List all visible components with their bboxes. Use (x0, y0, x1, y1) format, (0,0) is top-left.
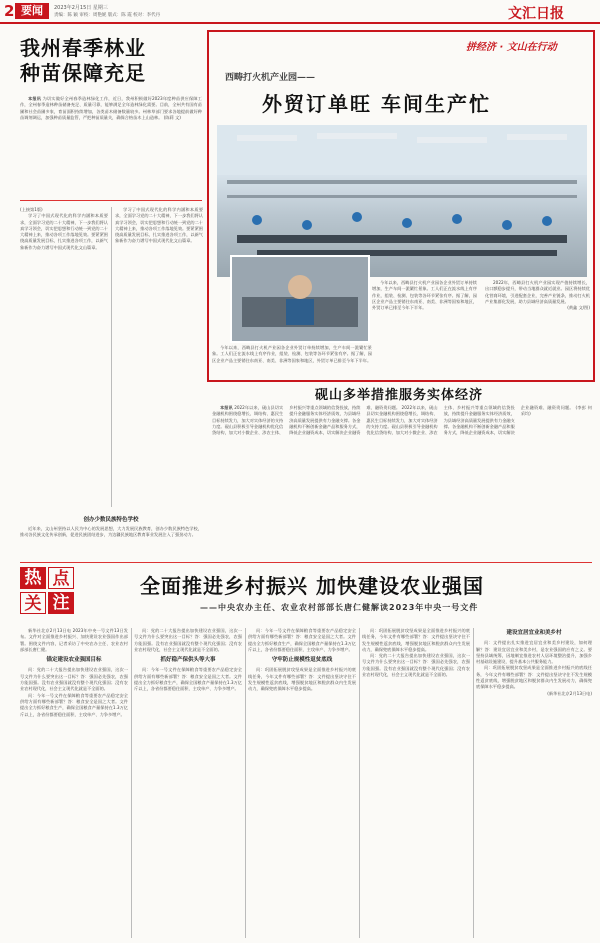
interview-text-2: 问：今年一号文件在保障粮食等重要农产品稳定安全供给方面有哪些新部署？答：粮食安全是国之大者。文件提出全力抓好粮食生产，确保全国粮食产量保持在1.3万亿斤以上，各省份都要稳住面积、主攻单产、力争多增产。 (134, 667, 242, 692)
left-headline (20, 36, 205, 86)
feature-body-text-a: 今年以来，西畴县打火机产业园各企业外贸订单持续增加，生产车间一派繁忙景象。工人们正在流水线上有序作业，组装、检测、包装等各环节紧张有序。据了解，园区企业产品主要销往东南亚、南美、非洲等国家和地区，外贸订单已排至今年下半年。 (372, 280, 477, 311)
rural-story-title: 砚山多举措推服务实体经济 (315, 388, 484, 403)
interview-column-1 (20, 628, 128, 938)
interview-column-3 (248, 628, 356, 938)
divider (20, 200, 202, 201)
interview-text-3a: 问：今年一号文件在保障粮食等重要农产品稳定安全供给方面有哪些新部署？答：粮食安全是国之大者。文件提出全力抓好粮食生产，确保全国粮食产量保持在1.3万亿斤以上，各省份都要稳住面积、主攻单产、力争多增产。 (248, 628, 356, 652)
feature-body-text-c: 今年以来，西畴县打火机产业园各企业外贸订单持续增加，生产车间一派繁忙景象。工人们正在流水线上有序作业，组装、检测、包装等各环节紧张有序。据了解，园区企业产品主要销往东南亚、南美、非洲等国家和地区，外贸订单已排至今年下半年。 (212, 345, 372, 363)
hot-focus-label (20, 567, 132, 619)
interview-subhead-1: 锚定建设农业强国目标 (46, 657, 102, 664)
interview-subhead-2: 抓好稳产保供头等大事 (160, 657, 216, 664)
column-rule (359, 628, 360, 938)
workshop-illustration (232, 257, 368, 341)
main-headline: 全面推进乡村振兴 加快建设农业强国 (140, 574, 484, 598)
interview-subhead-4: 建设宜居宜业和美乡村 (506, 630, 562, 636)
hot-label-2: 点 (48, 567, 74, 589)
interview-text-2a: 问：党的二十大报告提出加快建设农业强国，这次一号文件为什么要突出这一目标？答：强国必先强农，农强方能国强。没有农业强国就没有整个现代化强国；没有农业农村现代化，社会主义现代化就是不全面的。 (134, 628, 242, 652)
interview-text-5b: 问：巩固拓展脱贫攻坚成果是全面推进乡村振兴的底线任务，今年文件有哪些部署？答：文件提出坚决守住不发生规模性返贫底线，增强脱贫地区和脱贫群众内生发展动力，确保兜底保障水平稳步提高。 (476, 665, 592, 690)
left-headline-line1: 我州春季林业 (20, 36, 146, 60)
feature-tag: 拼经济 · 文山在行动 (466, 42, 557, 53)
feature-kicker: 西畴打火机产业园—— (225, 73, 316, 83)
section-divider (20, 562, 592, 563)
column-rule (245, 628, 246, 938)
editor-credits: 责编：陈 颖 审校：周艳妮 版式：陈 霞 校对：李代丹 (54, 13, 161, 18)
sidebar-column-1 (20, 207, 108, 507)
main-subheadline: ——中央农办主任、农业农村部部长唐仁健解读2023年中央一号文件 (200, 603, 479, 612)
sidebar-body-bottom (20, 526, 202, 562)
left-story-signature: (陈莉 文) (163, 114, 181, 120)
issue-date: 2023年2月15日 星期三 (54, 5, 108, 11)
interview-text-5: 问：文件提出扎实推进宜居宜业和美乡村建设，如何理解？答：建设宜居宜业和美乡村，是农业强国的应有之义。要坚持县域统筹，因地制宜推进农村人居环境整治提升，加强乡村基础设施建设，提升基本公共服务能力。 (476, 640, 592, 665)
feature-body-text-b: 2022年，西畴县打火机产业园实现产值持续增长，出口额稳步提升，带动当地群众就近就业。园区将持续优化营商环境，引进配套企业，完善产业链条，推动打火机产业集群化发展，助力县域经济高质量发展。 (485, 280, 590, 304)
left-story-byline: 本报讯 (28, 96, 42, 101)
interview-end-note: (新华社北京2月13日电) (547, 690, 592, 696)
interview-subhead-3: 守牢防止规模性返贫底线 (271, 657, 333, 664)
column-rule (473, 628, 474, 938)
feature-photo-credit: (黄鑫 文/图) (567, 305, 590, 311)
feature-body-left (212, 345, 372, 378)
sidebar-body-top: 学习了中国式现代化的科学内涵和本质要求，全面学习党的二十大精神，下一步我们将认真学习领会，切实把思想和行动统一到党的二十大精神上来，推动各项工作落地见效。要紧紧围绕高质量发展目标，扎实推进各项工作，以新气象新作为奋力谱写中国式现代化文山篇章。 (20, 213, 108, 250)
interview-text-3: 问：巩固拓展脱贫攻坚成果是全面推进乡村振兴的底线任务，今年文件有哪些部署？答：文件提出坚决守住不发生规模性返贫底线，增强脱贫地区和脱贫群众内生发展动力，确保兜底保障水平稳步提高。 (248, 667, 356, 692)
left-headline-line2: 种苗保障充足 (20, 61, 146, 85)
feature-body-right-col1 (372, 280, 477, 375)
section-label: 要闻 (15, 3, 49, 19)
interview-text-1: 问：党的二十大报告提出加快建设农业强国，这次一号文件为什么要突出这一目标？答：强国必先强农，农强方能国强。没有农业强国就没有整个现代化强国；没有农业农村现代化，社会主义现代化就是不全面的。 (20, 667, 128, 692)
rural-story-signature: (李彭 何采均) (520, 405, 592, 417)
column-rule (111, 207, 112, 507)
interview-text-1b: 问：今年一号文件在保障粮食等重要农产品稳定安全供给方面有哪些新部署？答：粮食安全是国之大者。文件提出全力抓好粮食生产，确保全国粮食产量保持在1.3万亿斤以上，各省份都要稳住面积、主攻单产、力争多增产。 (20, 692, 128, 717)
page-number: 2 (4, 2, 15, 20)
interview-text-4b: 问：党的二十大报告提出加快建设农业强国，这次一号文件为什么要突出这一目标？答：强国必先强农，农强方能国强。没有农业强国就没有整个现代化强国；没有农业农村现代化，社会主义现代化就是不全面的。 (362, 653, 470, 678)
interview-text-4a: 问：巩固拓展脱贫攻坚成果是全面推进乡村振兴的底线任务，今年文件有哪些部署？答：文件提出坚决守住不发生规模性返贫底线，增强脱贫地区和脱贫群众内生发展动力，确保兜底保障水平稳步提高。 (362, 628, 470, 652)
rural-story-text: 2022年以来，砚山县切实金融机构围绕稳增长、调结构、惠民生目标持续发力，加大对实体经济的支持力度。砚山县积极引导金融机构优化信贷结构，加大对小微企业、涉农主体、乡村振兴等重点领域的信贷投放，持续提升金融服务实体经济质效，为县域经济高质量发展提供有力金融支撑。各金融机构不断创新金融产品和服务方式，降低企业融资成本，切实解决企业融资难、融资贵问题。 (212, 405, 401, 436)
rural-story-body (212, 405, 592, 555)
column-rule (131, 628, 132, 938)
left-story-text: 为切实做好全州春季造林绿化工作，近日，我州积极做好2023年度种苗供应保障工作，全州春季造林种苗储备充足、质量可靠，能够满足全年造林绿化需要。目前，全州共有国有苗圃和社会苗圃多家，育苗面积持续增加，各类苗木储备数量较多。州林草部门要求各地提前做好种苗调剂调运，加强种苗质量监管，严把种苗质量关，确保合格苗木上山造林。 (20, 96, 202, 120)
interview-column-5 (476, 628, 592, 938)
hot-label-3: 关 (20, 592, 46, 614)
left-story-body (20, 96, 202, 192)
sidebar-body-top-cont: 学习了中国式现代化的科学内涵和本质要求，全面学习党的二十大精神，下一步我们将认真学习领会，切实把思想和行动统一到党的二十大精神上来，推动各项工作落地见效。要紧紧围绕高质量发展目标，扎实推进各项工作，以新气象新作为奋力谱写中国式现代化文山篇章。 (115, 207, 203, 244)
sidebar-subhead: 创办少数民族特色学校 (83, 517, 139, 523)
workshop-inset-photo (230, 255, 370, 343)
page-header (0, 0, 600, 24)
feature-title: 外贸订单旺 车间生产忙 (262, 92, 491, 116)
sidebar-column-2 (115, 207, 203, 507)
hot-label-4: 注 (48, 592, 74, 614)
sidebar-body-bottom-text: 近年来，文山州坚持以人民为中心的发展思想，大力发展民族教育，创办少数民族特色学校，推动各民族文化传承创新，促进民族团结进步，为边疆民族地区教育事业发展注入了强劲动力。 (20, 526, 202, 538)
feature-body-right-col2 (485, 280, 590, 375)
sidebar-tag: (上接第1版) (20, 207, 43, 212)
rural-story-byline: 本报讯 (220, 405, 233, 410)
rural-story-text-2: 2022年以来，砚山县切实金融机构围绕稳增长、调结构、惠民生目标持续发力，加大对实体经济的支持力度。砚山县积极引导金融机构优化信贷结构，加大对小微企业、涉农主体、乡村振兴等重点领域的信贷投放，持续提升金融服务实体经济质效，为县域经济高质量发展提供有力金融支撑。各金融机构不断创新金融产品和服务方式，降低企业融资成本，切实解决企业融资难、融资贵问题。 (366, 405, 574, 436)
hot-label-1: 热 (20, 567, 46, 589)
masthead-logo: 文汇日报 (508, 6, 564, 22)
interview-lead: 新华社北京2月13日电 2023年中央一号文件13日发布。文件对全面推进乡村振兴、加快建设农业强国作出部署。围绕文件内容，记者采访了中央农办主任、农业农村部部长唐仁健。 (20, 628, 128, 652)
interview-column-2 (134, 628, 242, 938)
interview-column-4 (362, 628, 470, 938)
